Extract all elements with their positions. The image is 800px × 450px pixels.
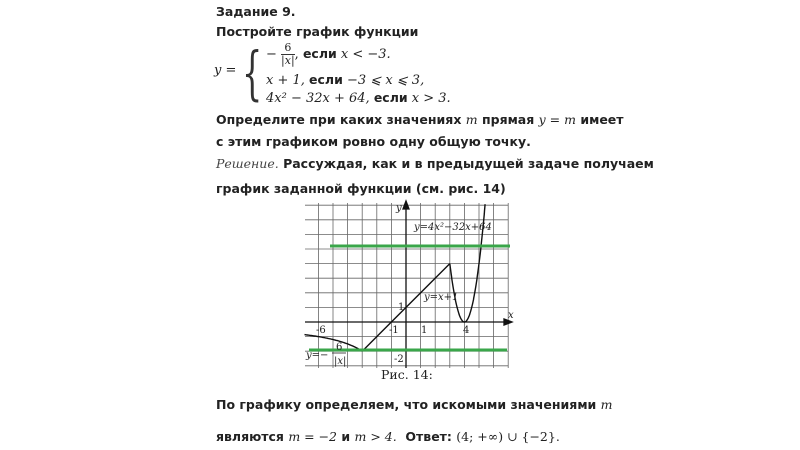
equation: y = m bbox=[538, 112, 576, 127]
cond-word: если bbox=[309, 72, 343, 87]
text: прямая bbox=[481, 112, 535, 127]
tick-neg2: -2 bbox=[394, 354, 404, 365]
text: являются bbox=[216, 429, 284, 444]
text: имеет bbox=[580, 112, 624, 127]
tick-1y: 1 bbox=[398, 302, 405, 313]
figure-caption: Рис. 14: bbox=[381, 367, 433, 382]
comma: , bbox=[294, 47, 299, 62]
numerator: 6 bbox=[284, 41, 292, 54]
expression: x + 1, bbox=[266, 73, 305, 88]
expression: 4x² − 32x + 64, bbox=[266, 91, 370, 106]
condition: −3 ⩽ x ⩽ 3, bbox=[347, 73, 425, 88]
function-lhs: y = bbox=[214, 63, 237, 78]
hyperbola-label-den: |x| bbox=[334, 356, 347, 367]
solution-label: Решение. bbox=[216, 156, 279, 171]
var-m: m bbox=[600, 397, 613, 412]
y-arrow-icon bbox=[403, 201, 409, 209]
y-axis-label: y bbox=[396, 203, 402, 214]
tick-4: 4 bbox=[463, 325, 470, 336]
text: Рассуждая, как и в предыдущей задаче получаем bbox=[283, 156, 654, 171]
text: и bbox=[341, 429, 351, 444]
text: Определите при каких значениях bbox=[216, 112, 462, 127]
var-m: m bbox=[465, 112, 478, 127]
equation: m = −2 bbox=[288, 429, 338, 444]
minus-sign: − bbox=[266, 47, 277, 62]
conclusion-line-2 bbox=[216, 429, 560, 445]
condition: x > 3. bbox=[411, 91, 451, 106]
task-title: Задание 9. bbox=[216, 4, 296, 19]
text: По графику определяем, что искомыми значениями bbox=[216, 397, 597, 412]
brace: { bbox=[242, 39, 263, 107]
conclusion-line-1 bbox=[216, 397, 613, 413]
tick-neg1: -1 bbox=[389, 325, 399, 336]
question-line-2: с этим графиком ровно одну общую точку. bbox=[216, 134, 531, 149]
answer-value: (4; +∞) ∪ {−2}. bbox=[456, 429, 560, 444]
x-axis-label: x bbox=[508, 310, 514, 321]
parabola-label: y=4x²−32x+64 bbox=[414, 222, 492, 233]
answer-label: Ответ: bbox=[405, 429, 452, 444]
condition: x < −3. bbox=[340, 47, 391, 62]
solution-line-2: график заданной функции (см. рис. 14) bbox=[216, 181, 506, 196]
line-label: y=x+1 bbox=[424, 292, 459, 303]
tick-1x: 1 bbox=[421, 325, 428, 336]
cond-word: если bbox=[302, 46, 337, 61]
task-instruction: Постройте график функции bbox=[216, 24, 419, 39]
tick-neg6: -6 bbox=[316, 325, 326, 336]
denominator: |x| bbox=[281, 54, 295, 67]
hyperbola-label-lhs: y=− bbox=[306, 350, 329, 361]
inequality: m > 4. bbox=[354, 429, 397, 444]
hyperbola-label-num: 6 bbox=[336, 342, 343, 353]
cond-word: если bbox=[373, 90, 408, 105]
